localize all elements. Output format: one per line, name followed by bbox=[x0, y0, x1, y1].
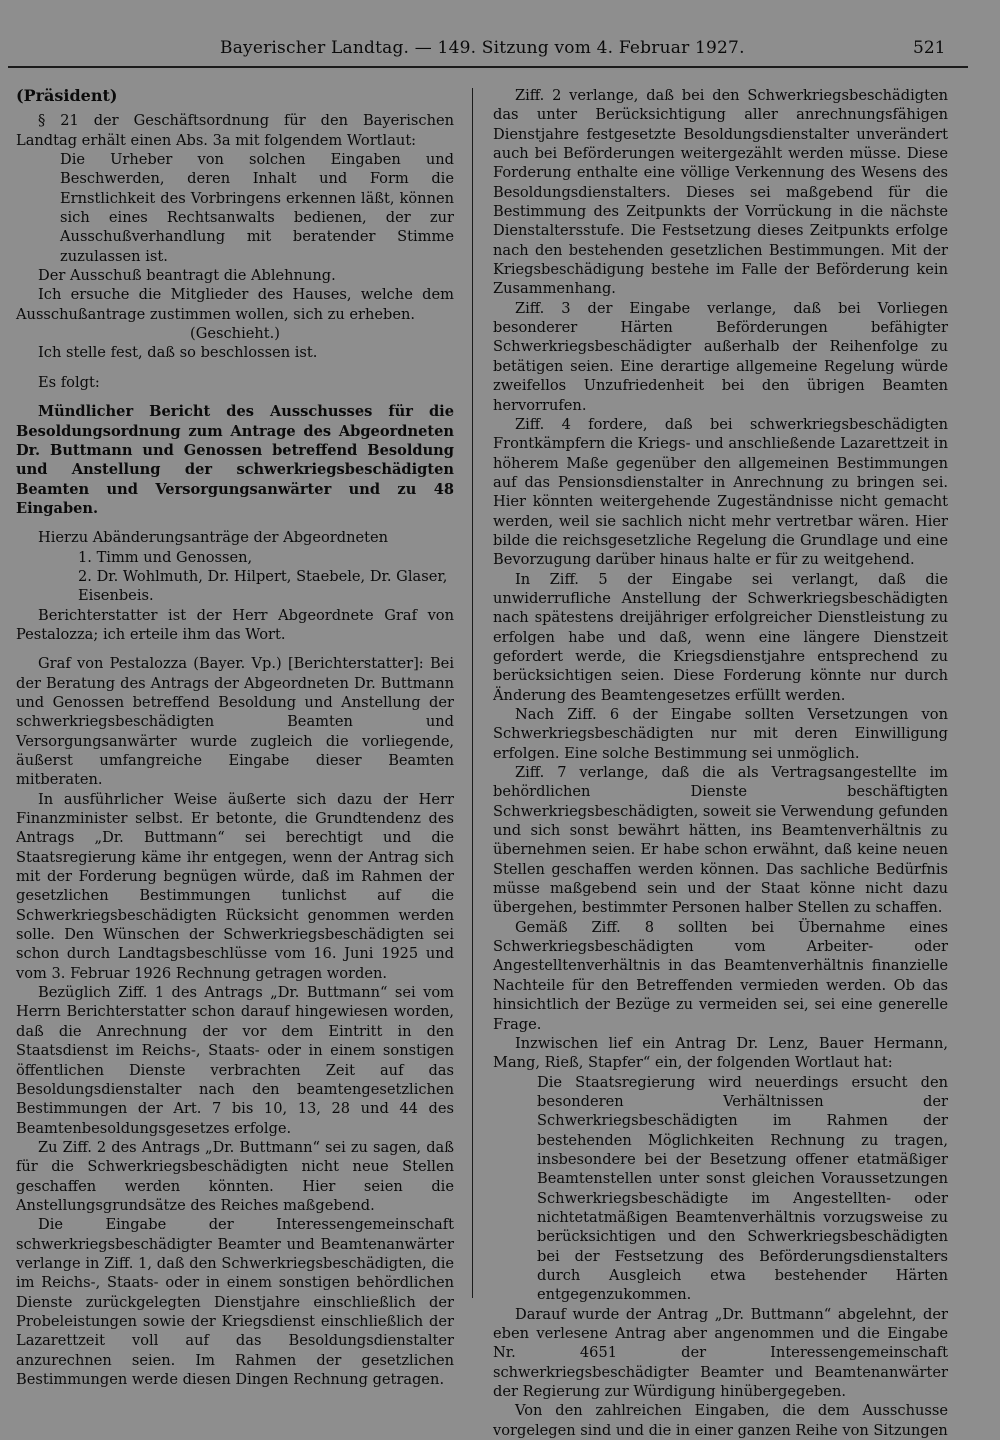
paragraph: In ausführlicher Weise äußerte sich dazu der Herr Finanzminister selbst. Er betonte, die Grundtendenz des Antrags „Dr. Buttmann“ sei berechtigt und die Staatsregierung käme ihr entgegen, wenn der Antrag sich mit der Forderung begnügen würde, daß im Rahmen der gesetzlichen Bestimmungen tunlichst auf die Schwerkriegsbeschädigten Rücksicht genommen werden solle. Den Wünschen der Schwerkriegsbeschädigten sei schon durch Landtagsbeschlüsse vom 16. Juni 1925 und vom 3. Februar 1926 Rechnung getragen worden. bbox=[16, 790, 454, 982]
quoted-paragraph: Die Staatsregierung wird neuerdings ersucht den besonderen Verhältnissen der Schwerkriegsbeschädigten im Rahmen der bestehenden Möglichkeiten Rechnung zu tragen, insbesondere bei der Besetzung offener etatmäßiger Beamtenstellen unter sonst gleichen Voraussetzungen Schwerkriegsbeschädigte im Angestellten- oder nichtetatmäßigen Beamtenverhältnis vorzugsweise zu berücksichtigen und den Schwerkriegsbeschädigten bei der Festsetzung des Beförderungsdienstalters durch Ausgleich etwa bestehender Härten entgegenzukommen. bbox=[537, 1073, 948, 1304]
paragraph: Ziff. 3 der Eingabe verlange, daß bei Vorliegen besonderer Härten Beförderungen befähigter Schwerkriegsbeschädigter außerhalb der Reihenfolge zu betätigen seien. Eine derartige allgemeine Regelung würde zweifellos Unzufriedenheit bei den übrigen Beamten hervorrufen. bbox=[493, 299, 948, 414]
paragraph: Der Ausschuß beantragt die Ablehnung. bbox=[38, 267, 336, 285]
left-column bbox=[16, 86, 454, 1389]
paragraph: Ich stelle fest, daß so beschlossen ist. bbox=[38, 344, 318, 362]
paragraph: Ziff. 7 verlange, daß die als Vertragsangestellte im behördlichen Dienste beschäftigten Schwerkriegsbeschädigten, soweit sie Verwendung gefunden und sich sonst bewährt hätten, ins Beamtenverhältnis zu übernehmen seien. Er habe schon erwähnt, daß keine neuen Stellen geschaffen werden können. Das sachliche Bedürfnis müsse maßgebend sein und der Staat könne nicht dazu übergehen, bestimmter Personen halber Stellen zu schaffen. bbox=[493, 764, 948, 917]
paragraph: Berichterstatter ist der Herr Abgeordnete Graf von Pestalozza; ich erteile ihm das Wort. bbox=[16, 606, 454, 643]
page-number: 521 bbox=[913, 38, 946, 58]
quoted-paragraph: Die Urheber von solchen Eingaben und Beschwerden, deren Inhalt und Form die Ernstlichkeit des Vorbringens erkennen läßt, können sich eines Rechtsanwalts bedienen, der zur Ausschußverhandlung mit beratender Stimme zuzulassen ist. bbox=[60, 151, 454, 265]
speaker-paragraph: Graf von Pestalozza (Bayer. Vp.) [Berichterstatter]: Bei der Beratung des Antrags der Abgeordneten Dr. Buttmann und Genossen betreffend Besoldung und Anstellung der schwerkriegsbeschädigten Beamten und Versorgungsanwärter wurde zugleich die vorliegende, äußerst umfangreiche Eingabe dieser Beamten mitberaten. bbox=[16, 655, 454, 789]
paragraph: Ziff. 2 verlange, daß bei den Schwerkriegsbeschädigten das unter Berücksichtigung aller anrechnungsfähigen Dienstjahre festgesetzte Besoldungsdienstalter unverändert auch bei Beförderungen weitergezählt werden müsse. Diese Forderung enthalte eine völlige Verkennung des Wesens des Besoldungsdienstalters. Dieses sei maßgebend für die Bestimmung des Zeitpunkts der Vorrückung in die nächste Dienstaltersstufe. Die Festsetzung dieses Zeitpunkts erfolge nach den bestehenden gesetzlichen Bestimmungen. Mit der Kriegsbeschädigung bestehe im Falle der Beförderung kein Zusammenhang. bbox=[493, 87, 948, 298]
paragraph: (Geschieht.) bbox=[190, 325, 280, 343]
paragraph: Nach Ziff. 6 der Eingabe sollten Versetzungen von Schwerkriegsbeschädigten nur mit deren Einwilligung erfolgen. Eine solche Bestimmung sei unmöglich. bbox=[493, 706, 948, 762]
paragraph: Von den zahlreichen Eingaben, die dem Ausschusse vorgelegen sind und die in einer ganzen Reihe von Sitzungen bbox=[493, 1402, 948, 1439]
report-heading: Mündlicher Bericht des Ausschusses für die Besoldungsordnung zum Antrage des Abgeordneten Dr. Buttmann und Genossen betreffend Besoldung und Anstellung der schwerkriegsbeschädigten Beamten und Versorgungsanwärter und zu 48 Eingaben. bbox=[16, 403, 454, 517]
column-divider bbox=[472, 88, 473, 1298]
paragraph: Ich ersuche die Mitglieder des Hauses, welche dem Ausschußantrage zustimmen wollen, sich zu erheben. bbox=[16, 286, 454, 323]
paragraph: § 21 der Geschäftsordnung für den Bayerischen Landtag erhält einen Abs. 3a mit folgendem Wortlaut: bbox=[16, 112, 454, 149]
list-item: 2. Dr. Wohlmuth, Dr. Hilpert, Staebele, Dr. Glaser, Eisenbeis. bbox=[78, 567, 448, 605]
running-title: Bayerischer Landtag. — 149. Sitzung vom 4. Februar 1927. bbox=[220, 38, 745, 58]
page-header bbox=[0, 30, 1000, 66]
paragraph: Ziff. 4 fordere, daß bei schwerkriegsbeschädigten Frontkämpfern die Kriegs- und anschließende Lazarettzeit in höherem Maße gegenüber den allgemeinen Bestimmungen auf das Pensionsdienstalter in Anrechnung zu bringen sei. Hier könnten weitergehende Zugeständnisse nicht gemacht werden, weil sie sachlich nicht mehr vertretbar wären. Hier bilde die reichsgesetzliche Regelung die Grundlage und eine Bevorzugung darüber hinaus halte er für zu weitgehend. bbox=[493, 415, 948, 569]
paragraph: In Ziff. 5 der Eingabe sei verlangt, daß die unwiderrufliche Anstellung der Schwerkriegsbeschädigten nach spätestens dreijähriger erfolgreicher Dienstleistung zu erfolgen habe und daß, wenn eine längere Dienstzeit gefordert werde, die Kriegsdienstjahre entsprechend zu berücksichtigen seien. Diese Forderung könnte nur durch Änderung des Beamtengesetzes erfüllt werden. bbox=[493, 570, 948, 704]
paragraph: Zu Ziff. 2 des Antrags „Dr. Buttmann“ sei zu sagen, daß für die Schwerkriegsbeschädigten nicht neue Stellen geschaffen werden könnten. Hier seien die Anstellungsgrundsätze des Reiches maßgebend. bbox=[16, 1138, 454, 1214]
paragraph: Inzwischen lief ein Antrag Dr. Lenz, Bauer Hermann, Mang, Rieß, Stapfer“ ein, der folgenden Wortlaut hat: bbox=[493, 1034, 948, 1072]
paragraph: Bezüglich Ziff. 1 des Antrags „Dr. Buttmann“ sei vom Herrn Berichterstatter schon darauf hingewiesen worden, daß die Anrechnung der vor dem Eintritt in den Staatsdienst im Reichs-, Staats- oder in einem sonstigen öffentlichen Dienste verbrachten Zeit auf das Besoldungsdienstalter nach den beamtengesetzlichen Bestimmungen der Art. 7 bis 10, 13, 28 und 44 des Beamtenbesoldungsgesetzes erfolge. bbox=[16, 984, 454, 1137]
paragraph: Hierzu Abänderungsanträge der Abgeordneten bbox=[38, 529, 389, 547]
paragraph: Darauf wurde der Antrag „Dr. Buttmann“ abgelehnt, der eben verlesene Antrag aber angenommen und die Eingabe Nr. 4651 der Interessengemeinschaft schwerkriegsbeschädigter Beamter und Beamtenanwärter der Regierung zur Würdigung hinübergegeben. bbox=[493, 1305, 948, 1401]
paragraph: Es folgt: bbox=[38, 373, 100, 391]
paragraph: Die Eingabe der Interessengemeinschaft schwerkriegsbeschädigter Beamter und Beamtenanwärter verlange in Ziff. 1, daß den Schwerkriegsbeschädigten, die im Reichs-, Staats- oder in einem sonstigen behördlichen Dienste zurückgelegten Dienstjahre einschließlich der Probeleistungen sowie der Kriegsdienst einschließlich der Lazarettzeit voll auf das Besoldungsdienstalter anzurechnen seien. Im Rahmen der gesetzlichen Bestimmungen werde diesen Dingen Rechnung getragen. bbox=[16, 1216, 454, 1388]
header-rule bbox=[8, 66, 968, 68]
list-item: 1. Timm und Genossen, bbox=[78, 548, 253, 566]
right-column bbox=[493, 86, 948, 1440]
speaker-label: (Präsident) bbox=[16, 86, 118, 105]
paragraph: Gemäß Ziff. 8 sollten bei Übernahme eines Schwerkriegsbeschädigten vom Arbeiter- oder Angestelltenverhältnis in das Beamtenverhältnis finanzielle Nachteile für den Betreffenden vermieden werden. Ob das hinsichtlich der Bezüge zu vermeiden sei, sei eine generelle Frage. bbox=[493, 918, 948, 1033]
